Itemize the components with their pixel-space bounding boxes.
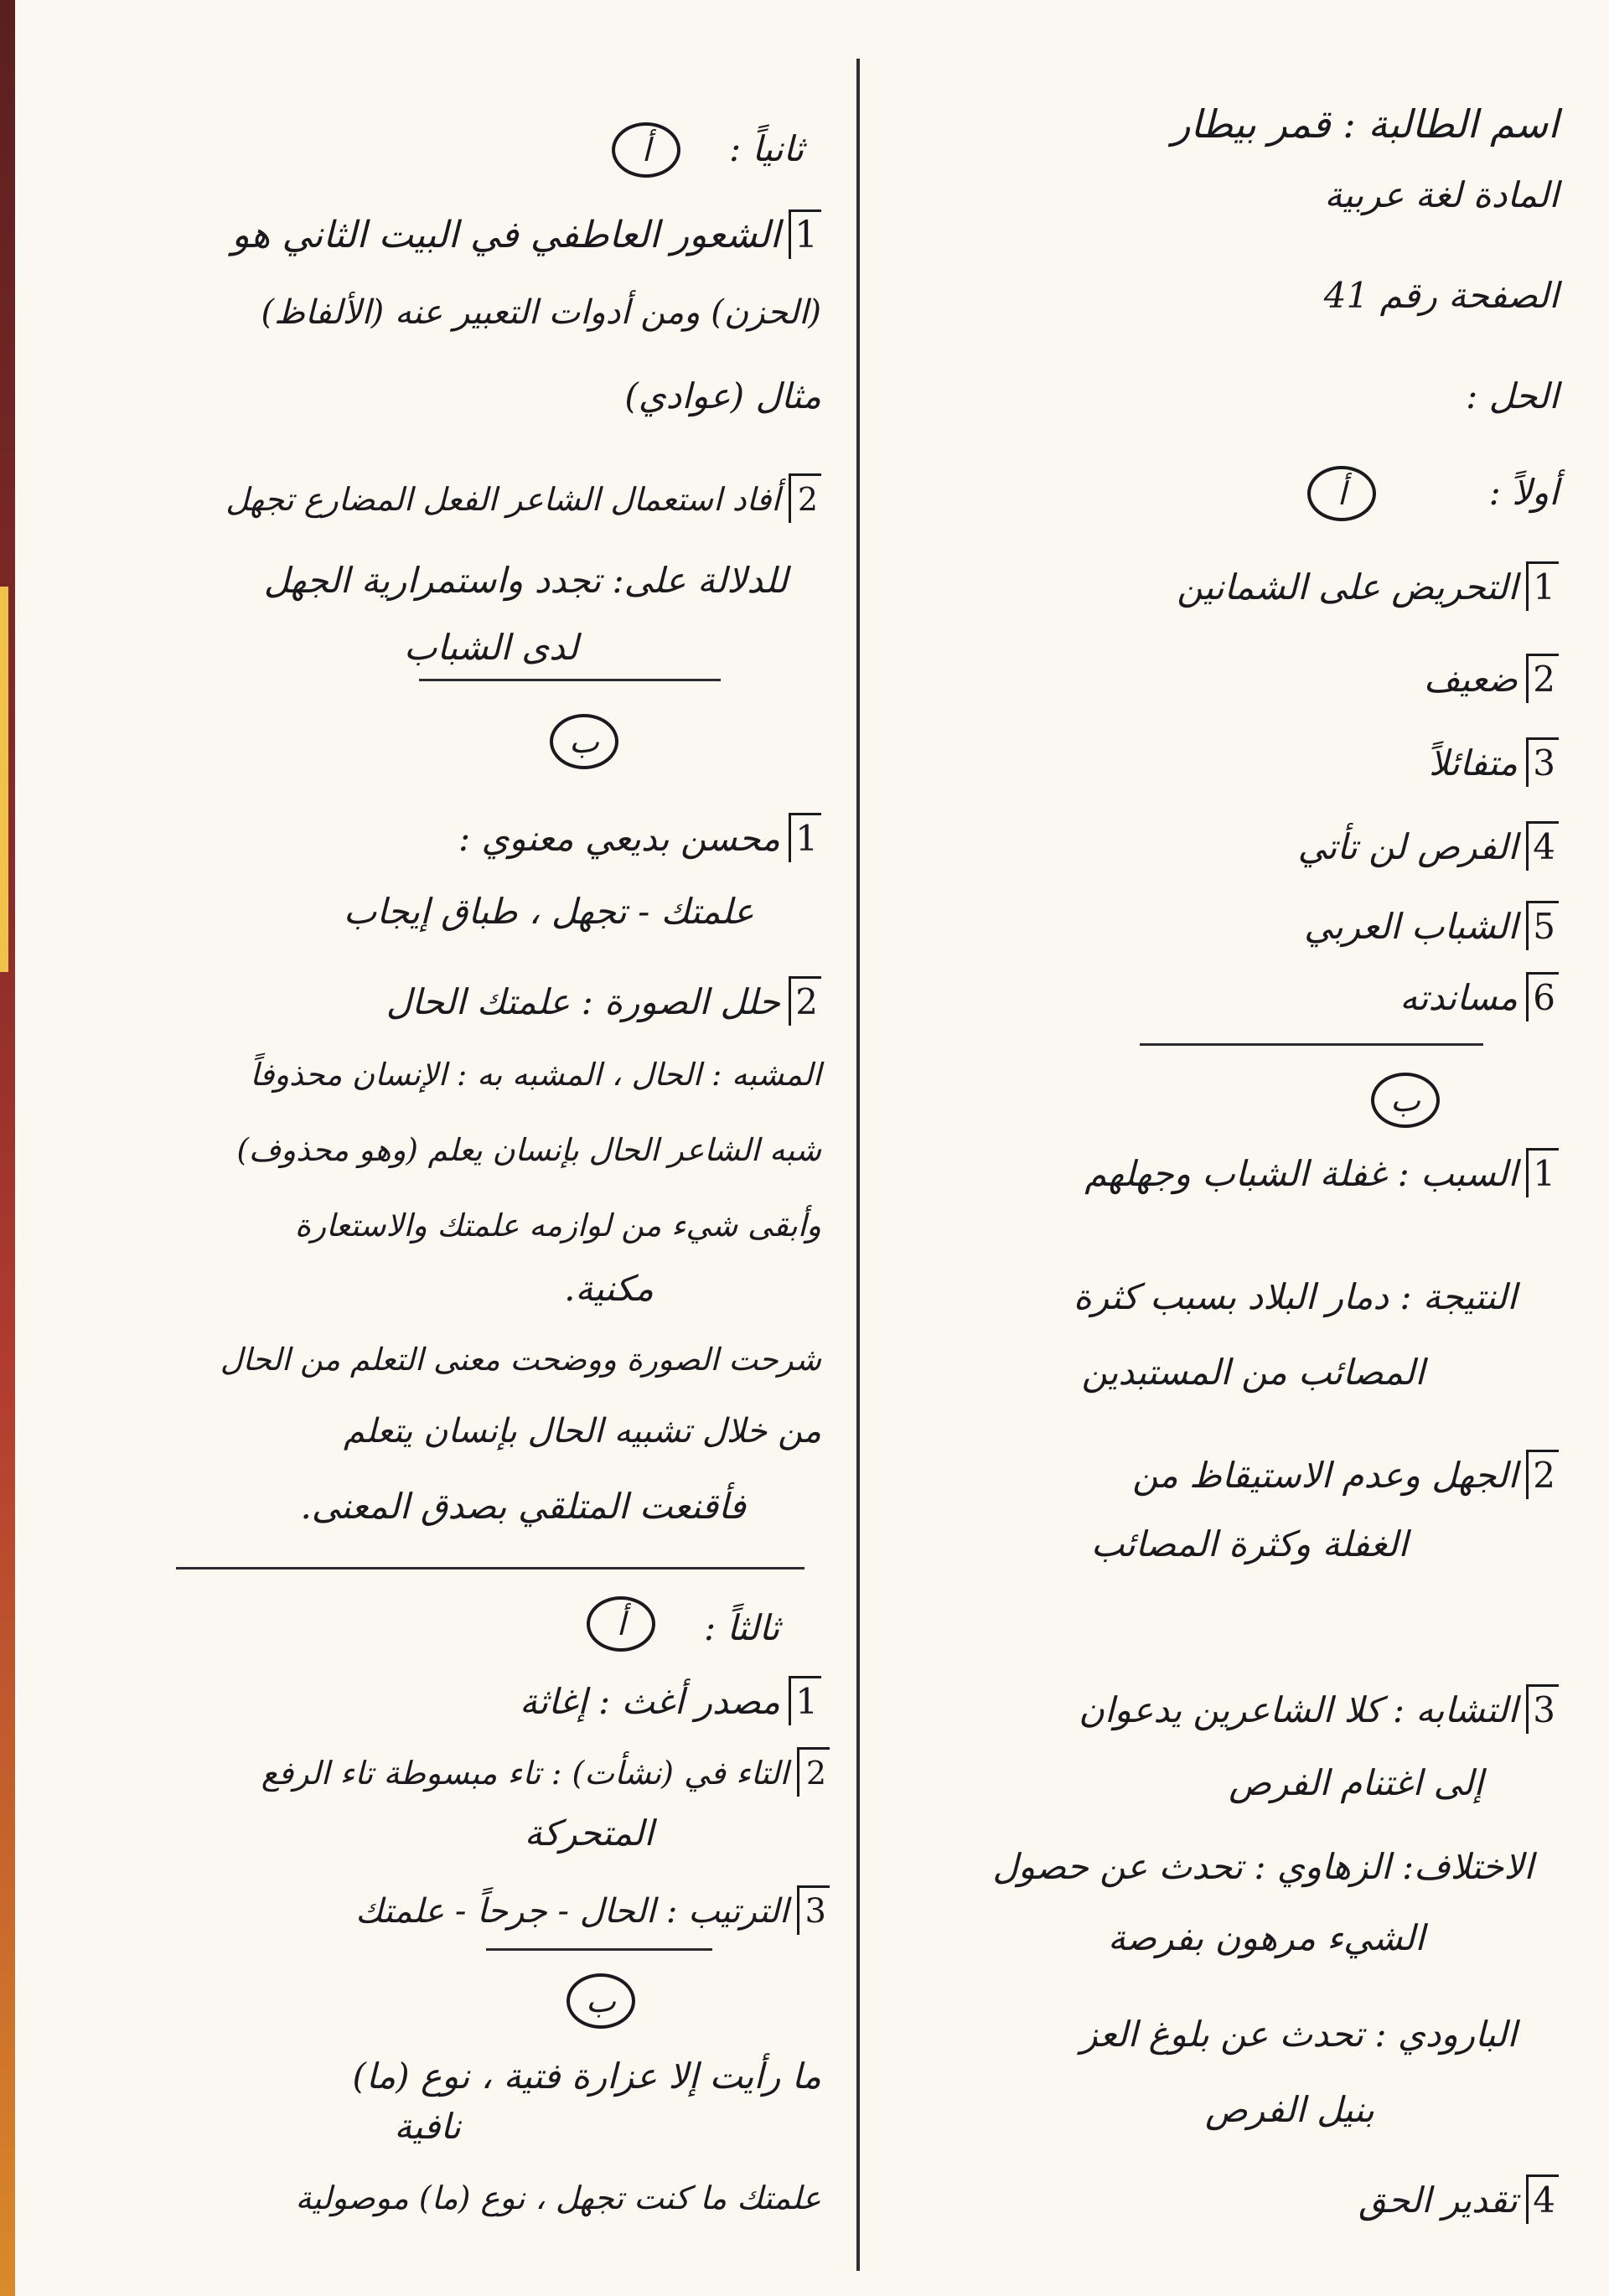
answer-text: التاء في (نشأت) : تاء مبسوطة تاء الرفع — [261, 1755, 789, 1792]
answer-text: محسن بديعي معنوي : — [458, 818, 780, 859]
answer-1a-1 — [1177, 561, 1559, 611]
answer-text: الشباب العربي — [1304, 906, 1518, 947]
answer-number: 2 — [789, 473, 821, 523]
answer-2b-2-line4: وأبقى شيء من لوازمه علمتك والاستعارة — [294, 1207, 821, 1244]
section3-title: ثالثاً : — [704, 1607, 780, 1648]
answer-2a-2-line3: لدى الشباب — [403, 627, 578, 668]
answer-1b-3-line5: البارودي : تحدث عن بلوغ العز — [1080, 2014, 1517, 2055]
section3b-badge: ب — [567, 1973, 635, 2029]
answer-1b-3-line3: الاختلاف: الزهاوي : تحدث عن حصول — [992, 1846, 1534, 1887]
answer-number: 1 — [789, 1676, 821, 1725]
answer-text: ضعيف — [1423, 659, 1518, 700]
answer-2b-1-line2: علمتك - تجهل ، طباق إيجاب — [343, 891, 754, 932]
answer-1b-1 — [1084, 1148, 1559, 1197]
page-number: الصفحة رقم 41 — [1323, 275, 1559, 316]
section1-badge: أ — [1307, 466, 1376, 521]
answer-text: الترتيب : الحال - جرحاً - علمتك — [355, 1892, 789, 1931]
section1-title: أولاً : — [1488, 472, 1559, 513]
answer-3a-3 — [355, 1885, 830, 1935]
answer-2b-2-line5: مكنية. — [564, 1268, 654, 1309]
answer-text: مصدر أغث : إغاثة — [520, 1681, 780, 1722]
answer-1b-3 — [1079, 1684, 1559, 1734]
answer-number: 2 — [797, 1747, 830, 1797]
answer-text: حلل الصورة : علمتك الحال — [385, 981, 780, 1022]
divider-line — [419, 679, 721, 681]
answer-number: 5 — [1526, 901, 1559, 950]
answer-1b-2-line2: الغفلة وكثرة المصائب — [1090, 1523, 1408, 1564]
column-divider — [856, 59, 860, 2271]
answer-2b-2-line2: المشبه : الحال ، المشبه به : الإنسان محذوفاً — [250, 1057, 821, 1093]
section1b-badge: ب — [1371, 1073, 1440, 1128]
answer-number: 2 — [789, 976, 821, 1026]
answer-1a-5 — [1304, 901, 1559, 950]
answer-1b-1-result-2: المصائب من المستبدين — [1081, 1352, 1425, 1393]
answer-2b-1 — [458, 813, 821, 862]
answer-number: 1 — [1526, 1148, 1559, 1197]
answer-1b-3-line2: إلى اغتنام الفرص — [1229, 1762, 1483, 1803]
answer-text: أفاد استعمال الشاعر الفعل المضارع تجهل — [225, 481, 780, 518]
divider-line — [486, 1948, 712, 1951]
answer-1b-1-result: النتيجة : دمار البلاد بسبب كثرة — [1073, 1276, 1517, 1317]
answer-2b-2-line8: فأقنعت المتلقي بصدق المعنى. — [300, 1486, 746, 1527]
answer-2a-1-line3: مثال (عوادي) — [624, 375, 821, 416]
answer-2a-1-line2: (الحزن) ومن أدوات التعبير عنه (الألفاظ) — [261, 293, 821, 332]
answer-2b-2-line3: شبه الشاعر الحال بإنسان يعلم (وهو محذوف) — [236, 1132, 821, 1168]
answer-1b-4 — [1358, 2174, 1559, 2224]
answer-number: 1 — [789, 813, 821, 862]
answer-3a-2-line2: المتحركة — [524, 1812, 654, 1854]
answer-3b-2: علمتك ما كنت تجهل ، نوع (ما) موصولية — [295, 2180, 821, 2216]
answer-number: 6 — [1526, 972, 1559, 1021]
answer-text: متفائلاً — [1429, 742, 1518, 783]
answer-2b-2 — [386, 976, 821, 1026]
answer-1a-6 — [1399, 972, 1559, 1021]
answer-text: التحريض على الشمانين — [1177, 566, 1518, 608]
answer-text: الجهل وعدم الاستيقاظ من — [1132, 1455, 1518, 1496]
solution-label: الحل : — [1466, 375, 1559, 416]
section2-title: ثانياً : — [729, 128, 804, 169]
answer-text: السبب : غفلة الشباب وجهلهم — [1084, 1153, 1518, 1194]
divider-line — [1140, 1043, 1483, 1046]
answer-3a-1 — [520, 1676, 821, 1725]
answer-2a-2-line2: للدلالة على: تجدد واستمرارية الجهل — [263, 560, 788, 601]
answer-text: الفرص لن تأتي — [1297, 826, 1518, 867]
answer-text: مساندته — [1399, 977, 1518, 1018]
section2b-badge: ب — [550, 714, 618, 769]
answer-number: 2 — [1526, 1450, 1559, 1499]
answer-text: تقدير الحق — [1358, 2180, 1518, 2221]
answer-number: 4 — [1526, 821, 1559, 871]
answer-number: 1 — [789, 209, 821, 259]
answer-1a-4 — [1298, 821, 1559, 871]
answer-3b-1: ما رأيت إلا عزارة فتية ، نوع (ما) — [352, 2056, 821, 2097]
divider-line — [176, 1567, 804, 1569]
answer-1b-2 — [1132, 1450, 1559, 1499]
subject: المادة لغة عربية — [1324, 174, 1559, 215]
page-edge-highlight — [0, 587, 8, 972]
answer-2b-2-line7: من خلال تشبيه الحال بإنسان يتعلم — [344, 1412, 821, 1451]
answer-number: 3 — [797, 1885, 830, 1935]
page-edge-background — [0, 0, 15, 2296]
answer-text: الشعور العاطفي في البيت الثاني هو — [231, 214, 780, 256]
section2-badge: أ — [612, 122, 680, 178]
answer-1a-3 — [1429, 737, 1559, 787]
answer-number: 2 — [1526, 654, 1559, 703]
answer-number: 3 — [1526, 737, 1559, 787]
answer-number: 1 — [1526, 561, 1559, 611]
answer-2a-1 — [232, 209, 822, 259]
answer-1b-3-line6: بنيل الفرص — [1205, 2089, 1374, 2130]
student-name: اسم الطالبة : قمر بيطار — [1172, 101, 1559, 147]
answer-3a-2 — [261, 1747, 830, 1797]
answer-number: 3 — [1526, 1684, 1559, 1734]
answer-3b-1-line2: نافية — [394, 2106, 461, 2147]
answer-1a-2 — [1424, 654, 1559, 703]
answer-2a-2 — [225, 473, 821, 523]
answer-number: 4 — [1526, 2174, 1559, 2224]
section3-badge: أ — [587, 1596, 655, 1652]
answer-2b-2-line6: شرحت الصورة ووضحت معنى التعلم من الحال — [220, 1342, 821, 1378]
answer-text: التشابه : كلا الشاعرين يدعوان — [1079, 1689, 1518, 1730]
answer-1b-3-line4: الشيء مرهون بفرصة — [1107, 1917, 1425, 1958]
